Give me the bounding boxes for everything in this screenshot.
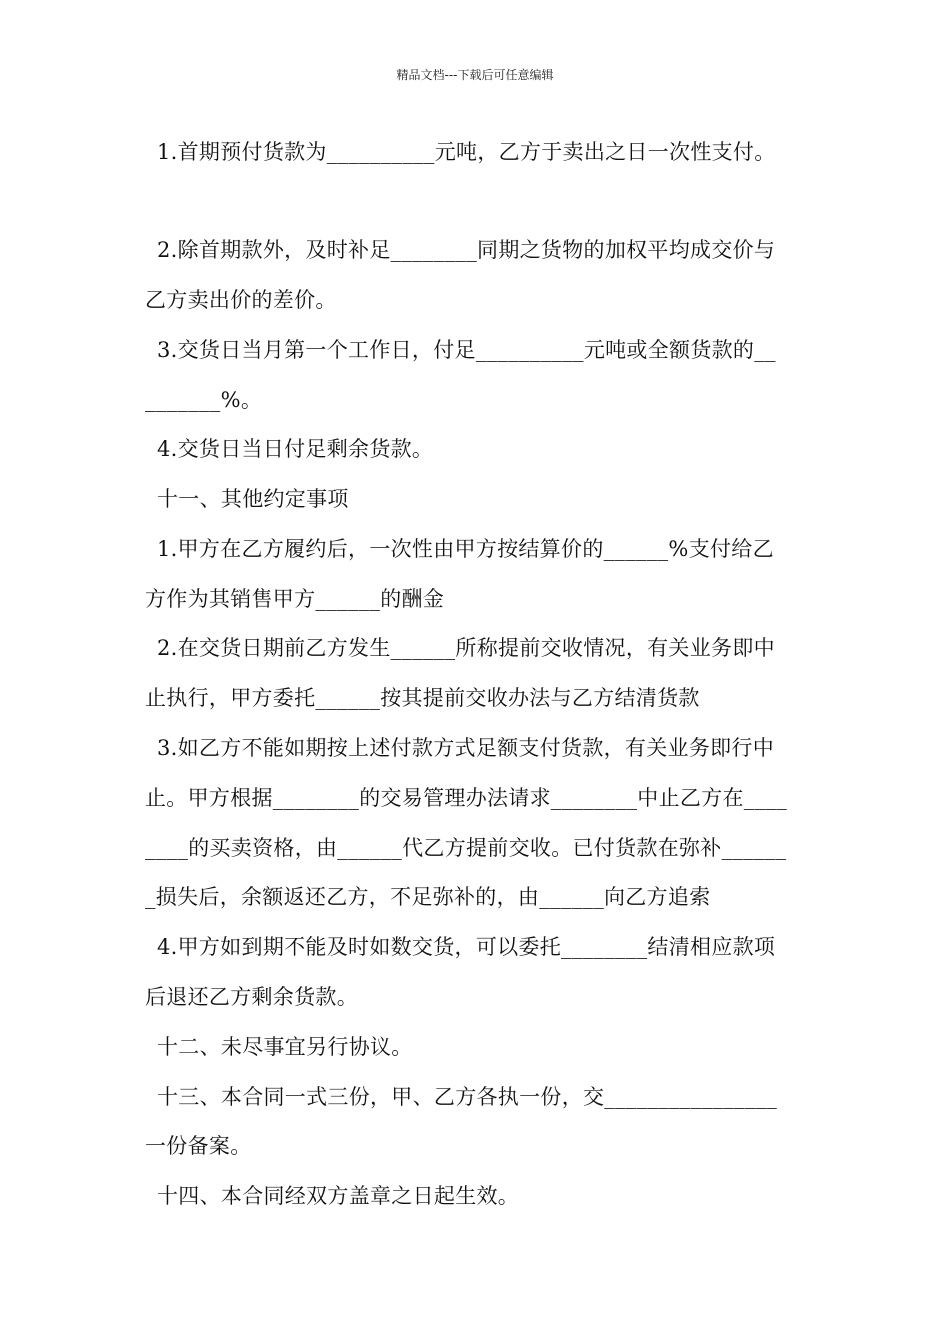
clause-line: 2.在交货日期前乙方发生______所称提前交收情况，有关业务即中 xyxy=(157,636,775,660)
clause-line: 止执行，甲方委托______按其提前交收办法与乙方结清货款 xyxy=(145,686,700,710)
section-heading: 十一、其他约定事项 xyxy=(157,487,349,511)
clause-line: _损失后，余额返还乙方，不足弥补的，由______向乙方追索 xyxy=(145,885,711,909)
clause-line: 乙方卖出价的差价。 xyxy=(145,288,337,312)
section-heading: 十二、未尽事宜另行协议。 xyxy=(157,1035,413,1059)
clause-line: 1.甲方在乙方履约后，一次性由甲方按结算价的______%支付给乙 xyxy=(157,537,774,561)
clause-line: _______%。 xyxy=(145,388,263,412)
clause-line: 4.交货日当日付足剩余货款。 xyxy=(157,437,434,461)
page-header: 精品文档---下载后可任意编辑 xyxy=(396,68,554,82)
clause-line: 2.除首期款外，及时补足________同期之货物的加权平均成交价与 xyxy=(157,238,776,262)
clause-line: 后退还乙方剩余货款。 xyxy=(145,985,358,1009)
clause-line: 1.首期预付货款为__________元吨，乙方于卖出之日一次性支付。 xyxy=(157,140,776,164)
clause-line: 一份备案。 xyxy=(145,1134,252,1158)
section-heading: 十三、本合同一式三份，甲、乙方各执一份，交________________ xyxy=(157,1085,778,1109)
clause-line: 方作为其销售甲方______的酬金 xyxy=(145,587,445,611)
clause-line: 3.如乙方不能如期按上述付款方式足额支付货款，有关业务即行中 xyxy=(157,736,775,760)
clause-line: 3.交货日当月第一个工作日，付足__________元吨或全额货款的__ xyxy=(157,338,776,362)
clause-line: ____的买卖资格，由______代乙方提前交收。已付货款在弥补______ xyxy=(145,836,787,860)
clause-line: 止。甲方根据________的交易管理办法请求________中止乙方在____ xyxy=(145,786,787,810)
clause-line: 4.甲方如到期不能及时如数交货，可以委托________结清相应款项 xyxy=(157,935,776,959)
section-heading: 十四、本合同经双方盖章之日起生效。 xyxy=(157,1184,520,1208)
